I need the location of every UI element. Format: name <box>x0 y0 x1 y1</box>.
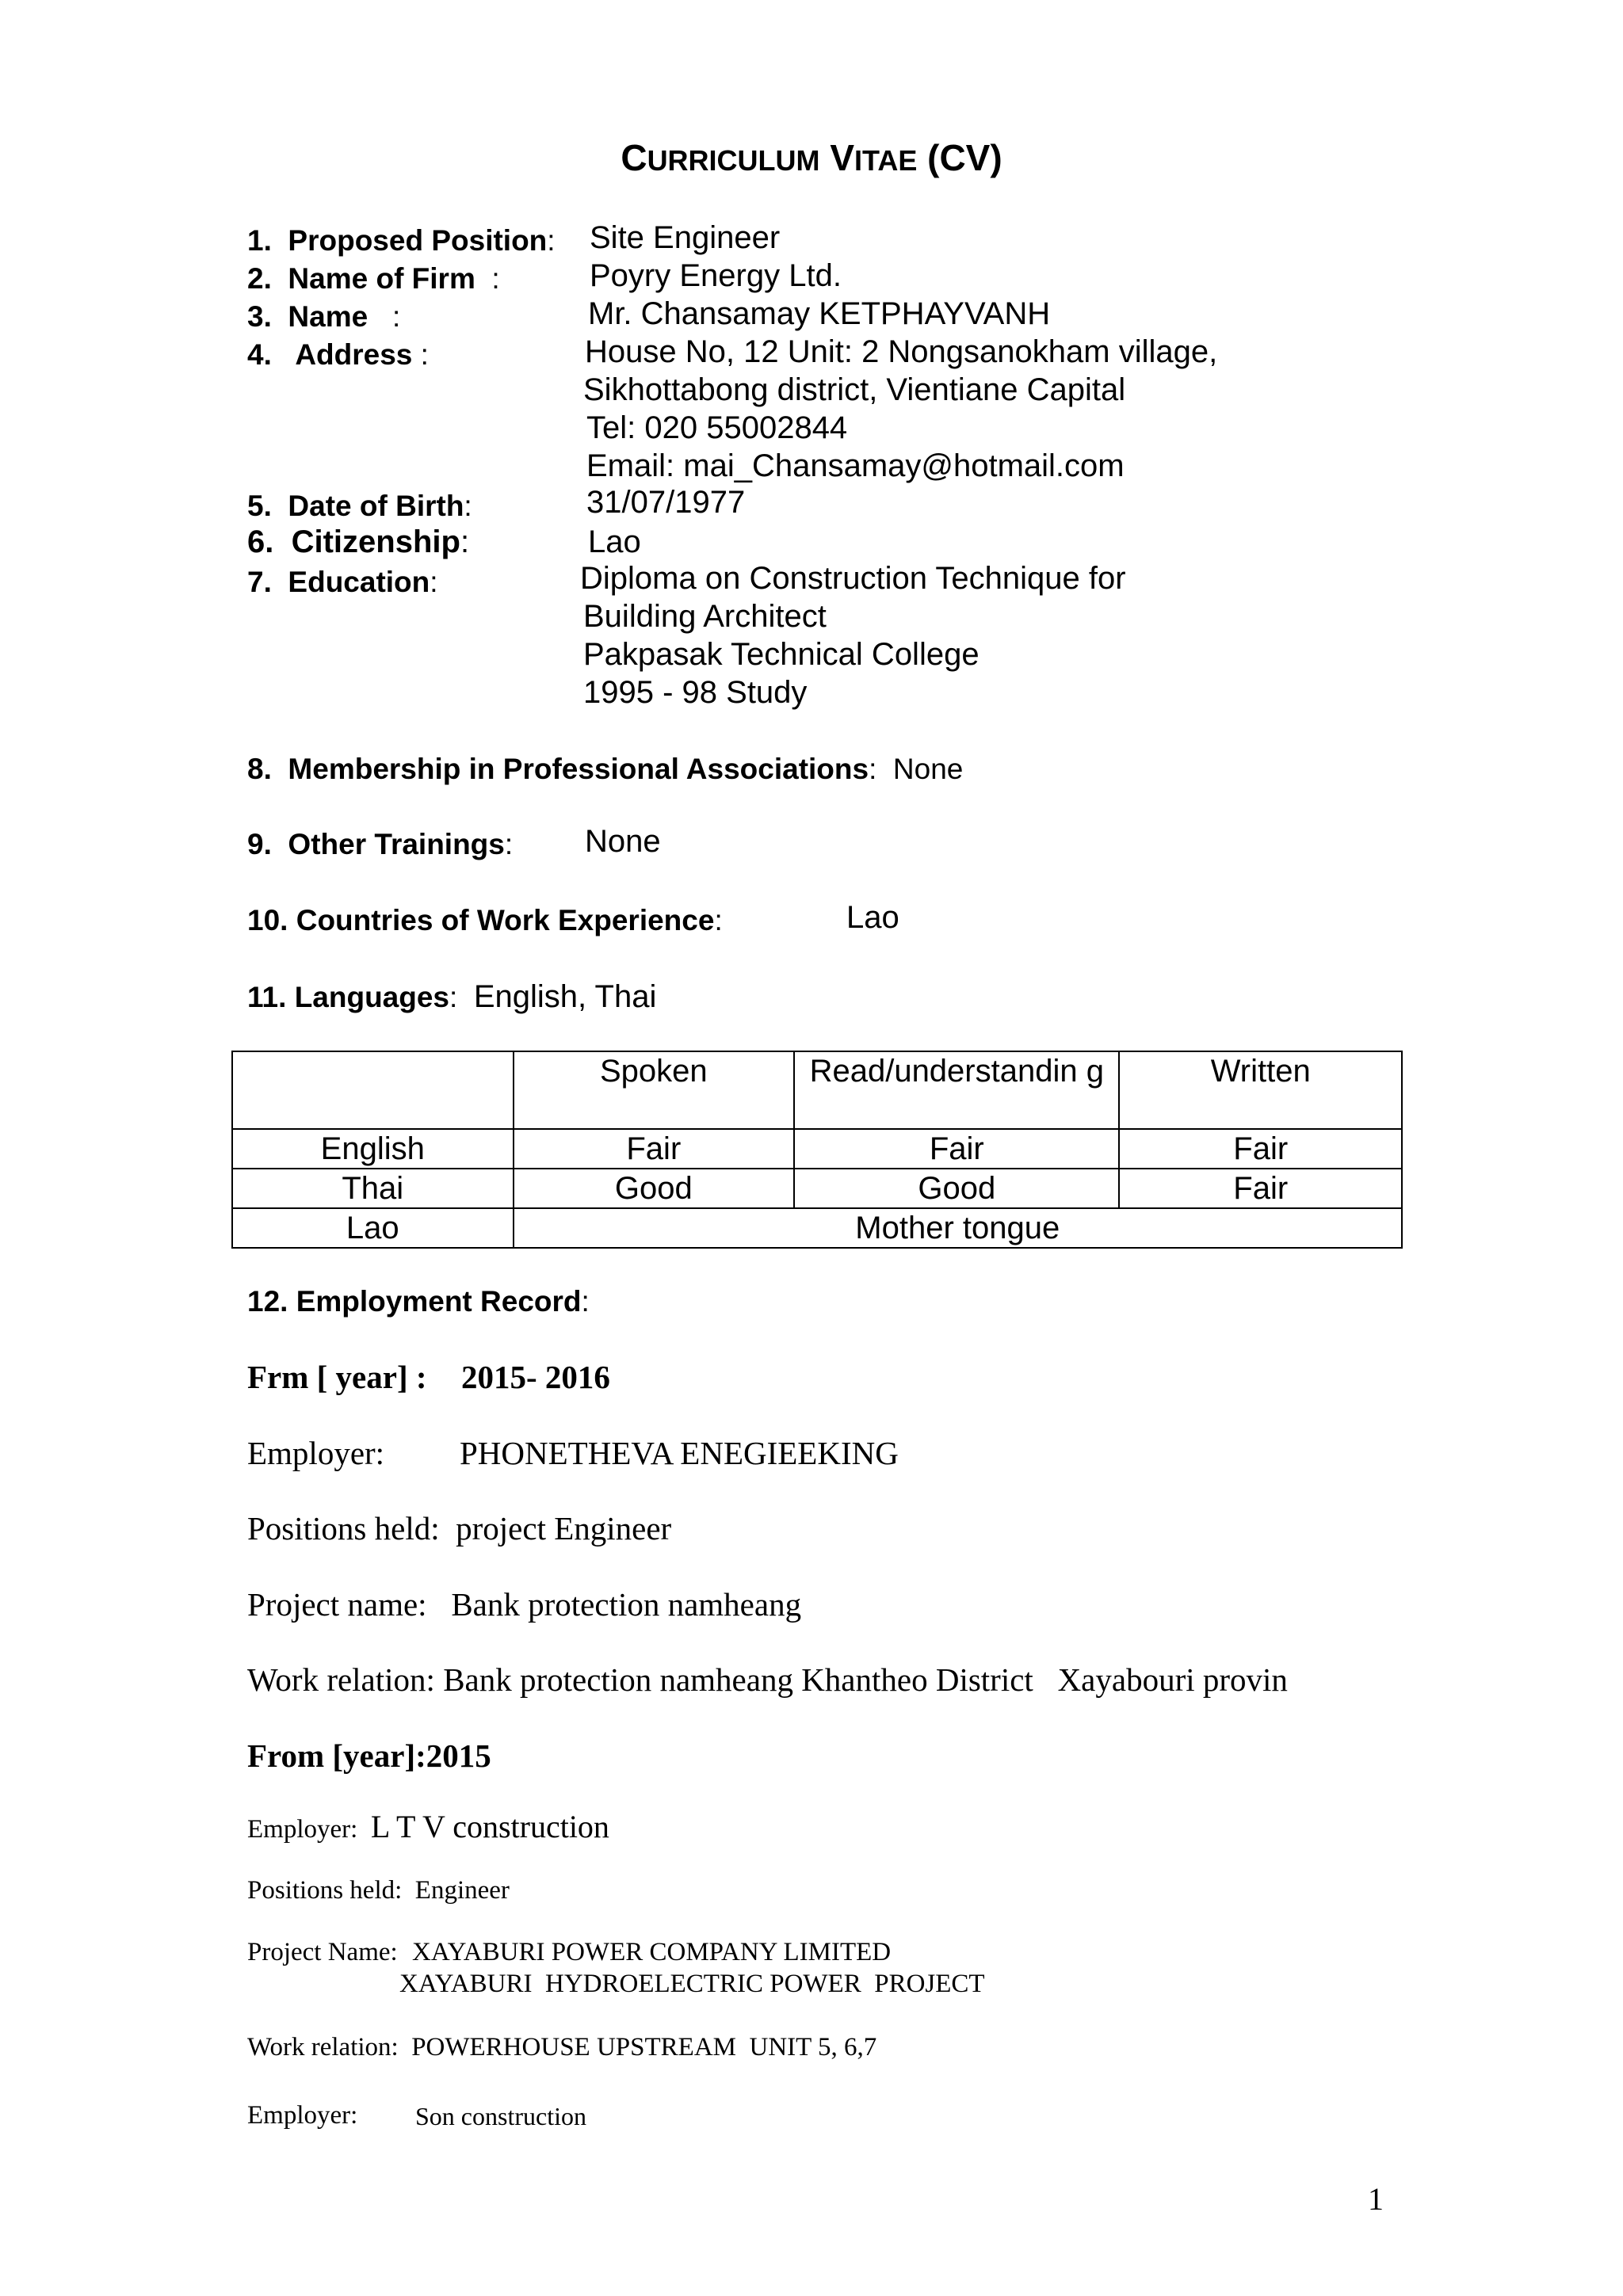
field-separator: : <box>504 828 514 860</box>
field-label-text: Address <box>295 338 413 371</box>
table-row <box>232 1129 1402 1169</box>
project-value: Bank protection namheang <box>451 1586 802 1623</box>
proposed-position-value: Site Engineer <box>590 220 781 255</box>
address-email: Email: mai_Chansamay@hotmail.com <box>586 448 1125 483</box>
date-of-birth-value: 31/07/1977 <box>586 485 746 520</box>
work-relation-value: Bank protection namheang Khantheo District Xayabouri provin <box>443 1661 1288 1698</box>
entry2-work-relation <box>247 2033 876 2062</box>
field-label-text: Citizenship <box>291 524 460 559</box>
education-line-1: Diploma on Construction Technique for <box>580 561 1126 596</box>
table-cell: Fair <box>794 1129 1119 1169</box>
table-cell: Good <box>794 1169 1119 1208</box>
firm-name-value: Poyry Energy Ltd. <box>590 258 842 293</box>
field-label-text: Employment Record <box>296 1285 582 1318</box>
field-11-label <box>247 979 656 1015</box>
table-cell: Lao <box>232 1208 514 1248</box>
position-value: project Engineer <box>456 1510 672 1547</box>
table-header-row <box>232 1051 1402 1129</box>
entry2-position <box>247 1876 510 1905</box>
field-6-label <box>247 524 469 560</box>
field-number: 6. <box>247 524 274 559</box>
entry1-employer-value: PHONETHEVA ENEGIEEKING <box>460 1435 899 1471</box>
entry2-project-label: Project Name: <box>247 1938 398 1966</box>
field-9-label <box>247 828 513 861</box>
field-separator: : <box>581 1285 590 1318</box>
field-4-label <box>247 338 429 372</box>
read-understanding-header: Read/understandin g <box>809 1054 1104 1089</box>
field-number: 2. <box>247 262 272 295</box>
field-number: 8. <box>247 753 272 785</box>
address-line-1: House No, 12 Unit: 2 Nongsanokham village, <box>585 334 1218 369</box>
field-separator: : <box>430 566 438 598</box>
citizenship-value: Lao <box>588 524 641 559</box>
field-label-text: Date of Birth <box>288 490 464 522</box>
position-label: Positions held: <box>247 1876 403 1905</box>
field-number: 10. <box>247 904 288 936</box>
field-label-text: Languages <box>294 981 450 1013</box>
other-trainings-value: None <box>585 824 661 859</box>
field-number: 4. <box>247 338 272 371</box>
field-label-text: Education <box>288 566 430 598</box>
entry1-work-relation <box>247 1661 1288 1699</box>
entry2-project-line-1: XAYABURI POWER COMPANY LIMITED <box>412 1938 892 1966</box>
languages-table <box>231 1051 1403 1249</box>
field-separator: : <box>464 490 472 522</box>
field-label-text: Other Trainings <box>288 828 505 860</box>
field-10-label <box>247 904 723 937</box>
table-cell: Mother tongue <box>514 1208 1402 1248</box>
table-cell: Thai <box>232 1169 514 1208</box>
field-number: 9. <box>247 828 272 860</box>
title-cv: (CV) <box>927 137 1002 178</box>
entry2-employer2-value: Son construction <box>415 2102 586 2130</box>
project-label: Project name: <box>247 1586 427 1623</box>
education-line-4: 1995 - 98 Study <box>583 675 808 710</box>
field-number: 3. <box>247 300 272 333</box>
field-separator: : <box>449 981 458 1013</box>
field-label-text: Name <box>288 300 369 333</box>
languages-value: English, Thai <box>473 979 657 1014</box>
address-telephone: Tel: 020 55002844 <box>586 410 848 445</box>
table-header-cell: Spoken <box>514 1051 795 1129</box>
table-row <box>232 1208 1402 1248</box>
membership-value: None <box>892 753 964 785</box>
employer-label: Employer: <box>247 1815 358 1844</box>
employer-value: L T V construction <box>370 1809 609 1844</box>
field-number: 11. <box>247 981 287 1013</box>
field-number: 12. <box>247 1285 288 1318</box>
table-header-cell <box>794 1051 1119 1129</box>
field-number: 1. <box>247 224 272 257</box>
field-separator: : <box>491 262 500 295</box>
field-label-text: Countries of Work Experience <box>296 904 715 936</box>
entry2-employer <box>247 1808 609 1845</box>
table-cell: Good <box>514 1169 795 1208</box>
field-separator: : <box>547 224 556 257</box>
work-relation-label: Work relation: <box>247 1661 435 1698</box>
countries-value: Lao <box>846 900 899 935</box>
education-line-2: Building Architect <box>583 599 827 634</box>
field-label-text: Proposed Position <box>288 224 548 257</box>
field-2-label <box>247 262 500 296</box>
table-cell: English <box>232 1129 514 1169</box>
field-label-text: Name of Firm <box>288 262 475 295</box>
field-number: 5. <box>247 490 272 522</box>
field-separator: : <box>714 904 723 936</box>
work-relation-label: Work relation: <box>247 2033 399 2061</box>
entry2-employer2-label: Employer: <box>247 2101 358 2130</box>
table-row <box>232 1169 1402 1208</box>
title-rest-urriculum: URRICULUM <box>647 144 820 177</box>
education-line-3: Pakpasak Technical College <box>583 637 980 672</box>
field-separator: : <box>869 753 877 785</box>
page-number: 1 <box>1368 2181 1384 2217</box>
table-cell: Fair <box>1119 1129 1402 1169</box>
entry1-position <box>247 1509 671 1547</box>
table-header-cell: Written <box>1119 1051 1402 1129</box>
field-1-label <box>247 224 556 257</box>
table-cell: Fair <box>514 1129 795 1169</box>
person-name-value: Mr. Chansamay KETPHAYVANH <box>588 296 1051 331</box>
entry1-year-label: Frm [ year] : <box>247 1359 427 1395</box>
field-number: 7. <box>247 566 272 598</box>
address-line-2: Sikhottabong district, Vientiane Capital <box>583 372 1126 407</box>
document-title <box>0 136 1623 179</box>
entry2-project-line-2: XAYABURI HYDROELECTRIC POWER PROJECT <box>399 1970 985 1998</box>
position-label: Positions held: <box>247 1510 440 1547</box>
entry1-project <box>247 1585 801 1623</box>
title-initial-c: C <box>621 137 647 178</box>
field-8-label <box>247 753 963 786</box>
field-separator: : <box>460 524 470 559</box>
table-cell: Fair <box>1119 1169 1402 1208</box>
field-5-label <box>247 490 472 523</box>
entry1-employer-label: Employer: <box>247 1435 385 1471</box>
title-initial-v: V <box>830 137 854 178</box>
field-separator: : <box>420 338 429 371</box>
title-rest-itae: ITAE <box>854 144 918 177</box>
field-12-label <box>247 1285 590 1318</box>
entry2-year-label: From [year]:2015 <box>247 1737 491 1774</box>
table-header-cell <box>232 1051 514 1129</box>
field-7-label <box>247 566 438 599</box>
field-label-text: Membership in Professional Associations <box>288 753 869 785</box>
field-3-label <box>247 300 400 334</box>
work-relation-value: POWERHOUSE UPSTREAM UNIT 5, 6,7 <box>411 2033 877 2061</box>
entry1-year-value: 2015- 2016 <box>461 1359 610 1395</box>
position-value: Engineer <box>414 1876 510 1905</box>
field-separator: : <box>392 300 401 333</box>
